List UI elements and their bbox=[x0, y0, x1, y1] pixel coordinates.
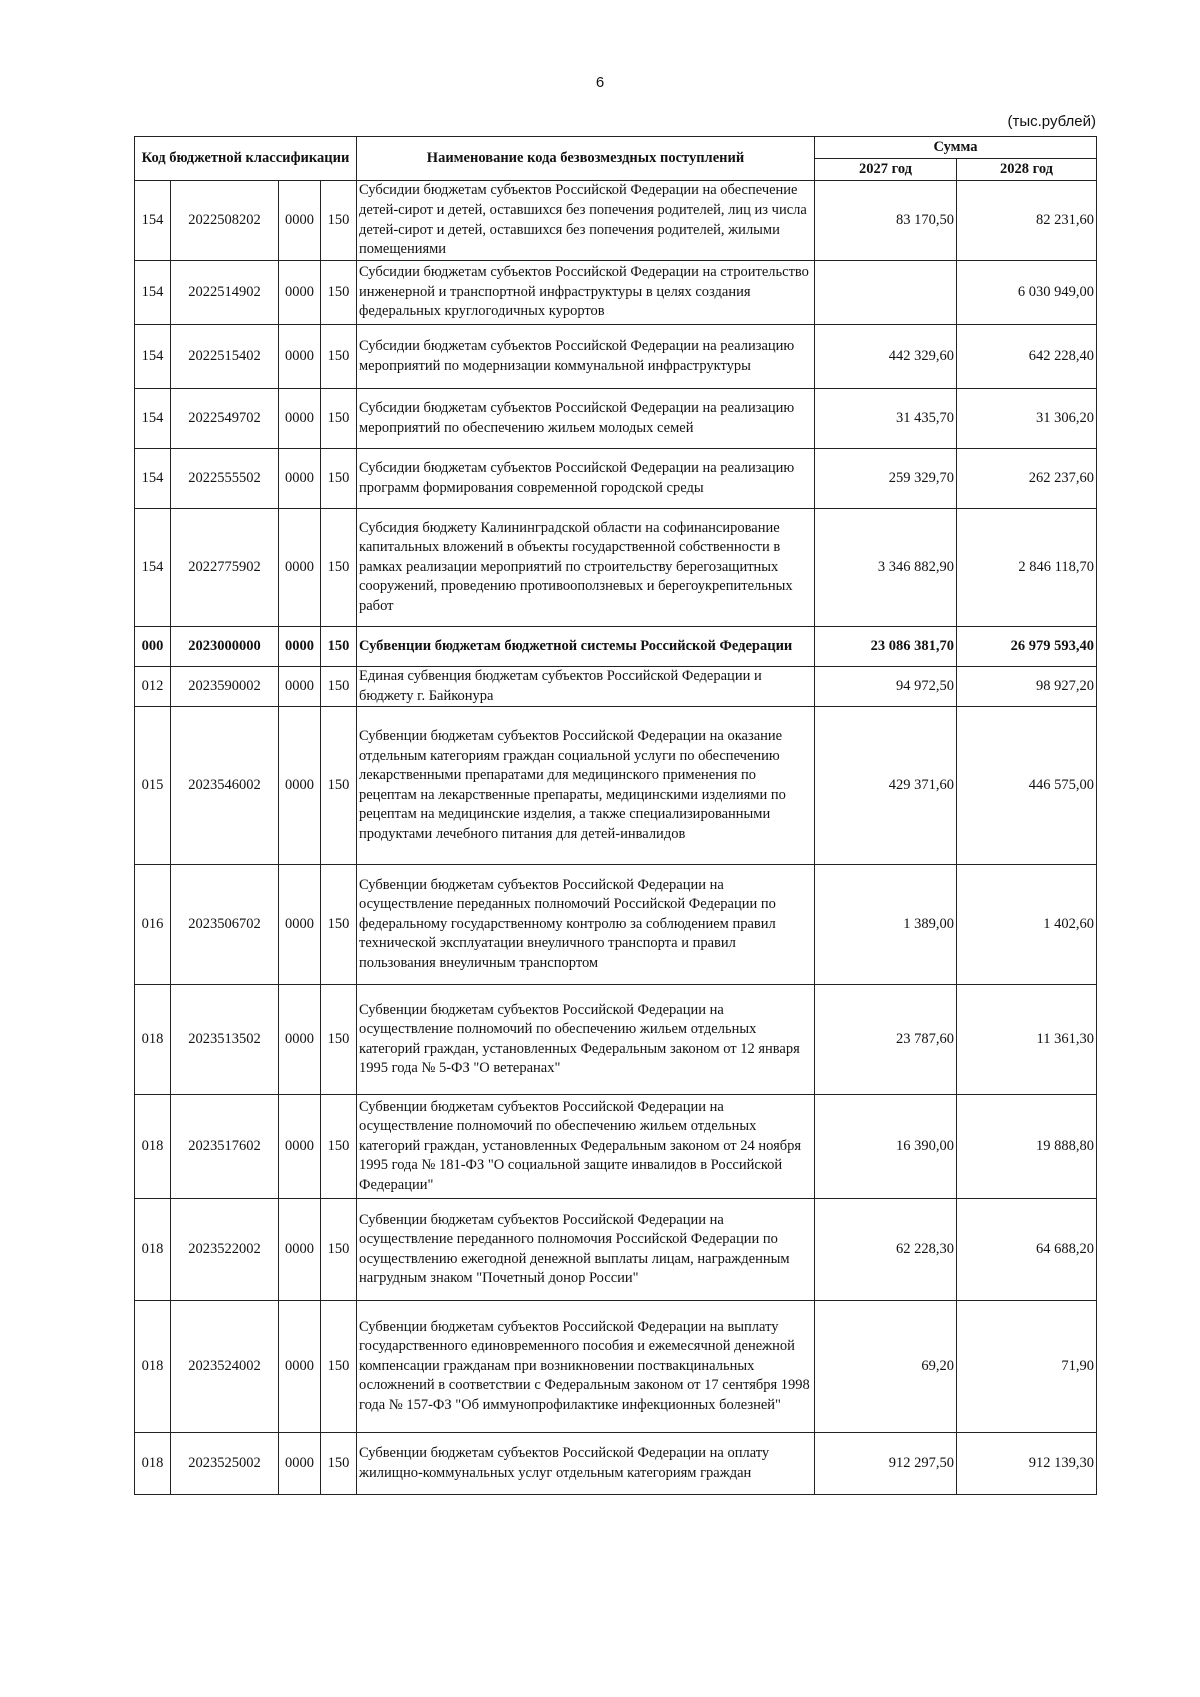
admin-code: 018 bbox=[135, 1095, 171, 1199]
amount-2027: 1 389,00 bbox=[815, 865, 957, 985]
program-code: 0000 bbox=[279, 865, 321, 985]
amount-2027: 83 170,50 bbox=[815, 181, 957, 261]
amount-2028: 71,90 bbox=[957, 1301, 1097, 1433]
revenue-name: Субвенции бюджетам бюджетной системы Российской Федерации bbox=[357, 627, 815, 667]
amount-2028: 642 228,40 bbox=[957, 325, 1097, 389]
budget-code: 2023000000 bbox=[171, 627, 279, 667]
revenue-name: Единая субвенция бюджетам субъектов Российской Федерации и бюджету г. Байконура bbox=[357, 667, 815, 707]
amount-2027: 23 787,60 bbox=[815, 985, 957, 1095]
amount-2028: 98 927,20 bbox=[957, 667, 1097, 707]
table-row bbox=[135, 1095, 1097, 1199]
program-code: 0000 bbox=[279, 985, 321, 1095]
amount-2028: 64 688,20 bbox=[957, 1199, 1097, 1301]
revenue-name: Субвенции бюджетам субъектов Российской Федерации на оплату жилищно-коммунальных услуг отдельным категориям граждан bbox=[357, 1433, 815, 1495]
amount-2028: 19 888,80 bbox=[957, 1095, 1097, 1199]
revenue-name: Субвенции бюджетам субъектов Российской Федерации на осуществление переданного полномочия Российской Федерации по осуществлению ежегодной денежной выплаты лицам, награжденным нагрудным знаком "Почетный донор России" bbox=[357, 1199, 815, 1301]
economic-code: 150 bbox=[321, 627, 357, 667]
revenue-name: Субсидии бюджетам субъектов Российской Федерации на реализацию мероприятий по модернизации коммунальной инфраструктуры bbox=[357, 325, 815, 389]
admin-code: 016 bbox=[135, 865, 171, 985]
economic-code: 150 bbox=[321, 325, 357, 389]
revenue-name: Субвенции бюджетам субъектов Российской Федерации на осуществление переданных полномочий Российской Федерации по федеральному государственному контролю за соблюдением правил технической эксплуатации внеуличного транспорта и правил пользования внеуличным транспортом bbox=[357, 865, 815, 985]
amount-2027: 16 390,00 bbox=[815, 1095, 957, 1199]
economic-code: 150 bbox=[321, 667, 357, 707]
program-code: 0000 bbox=[279, 707, 321, 865]
program-code: 0000 bbox=[279, 509, 321, 627]
table-row bbox=[135, 509, 1097, 627]
admin-code: 018 bbox=[135, 1199, 171, 1301]
budget-code: 2022508202 bbox=[171, 181, 279, 261]
revenue-name: Субвенции бюджетам субъектов Российской Федерации на выплату государственного единовременного пособия и ежемесячной денежной компенсации гражданам при возникновении поствакцинальных осложнений в соответствии с Федеральным законом от 17 сентября 1998 года № 157-ФЗ "Об иммунопрофилактике инфекционных болезней" bbox=[357, 1301, 815, 1433]
amount-2027: 69,20 bbox=[815, 1301, 957, 1433]
amount-2027 bbox=[815, 261, 957, 325]
admin-code: 018 bbox=[135, 1301, 171, 1433]
revenue-name: Субсидии бюджетам субъектов Российской Федерации на обеспечение детей-сирот и детей, оставшихся без попечения родителей, лиц из числа детей-сирот и детей, оставшихся без попечения родителей, жилыми помещениями bbox=[357, 181, 815, 261]
program-code: 0000 bbox=[279, 1433, 321, 1495]
amount-2028: 82 231,60 bbox=[957, 181, 1097, 261]
revenue-name: Субсидии бюджетам субъектов Российской Федерации на реализацию программ формирования современной городской среды bbox=[357, 449, 815, 509]
amount-2028: 31 306,20 bbox=[957, 389, 1097, 449]
revenue-name: Субвенции бюджетам субъектов Российской Федерации на осуществление полномочий по обеспечению жильем отдельных категорий граждан, установленных Федеральным законом от 12 января 1995 года № 5-ФЗ "О ветеранах" bbox=[357, 985, 815, 1095]
amount-2027: 429 371,60 bbox=[815, 707, 957, 865]
budget-code: 2023522002 bbox=[171, 1199, 279, 1301]
economic-code: 150 bbox=[321, 985, 357, 1095]
amount-2028: 262 237,60 bbox=[957, 449, 1097, 509]
budget-code: 2022549702 bbox=[171, 389, 279, 449]
table-row bbox=[135, 389, 1097, 449]
amount-2028: 11 361,30 bbox=[957, 985, 1097, 1095]
budget-code: 2023513502 bbox=[171, 985, 279, 1095]
amount-2027: 23 086 381,70 bbox=[815, 627, 957, 667]
revenue-name: Субвенции бюджетам субъектов Российской Федерации на осуществление полномочий по обеспечению жильем отдельных категорий граждан, установленных Федеральным законом от 24 ноября 1995 года № 181-ФЗ "О социальной защите инвалидов в Российской Федерации" bbox=[357, 1095, 815, 1199]
amount-2027: 259 329,70 bbox=[815, 449, 957, 509]
program-code: 0000 bbox=[279, 1301, 321, 1433]
table-row bbox=[135, 985, 1097, 1095]
economic-code: 150 bbox=[321, 389, 357, 449]
program-code: 0000 bbox=[279, 627, 321, 667]
budget-code: 2023517602 bbox=[171, 1095, 279, 1199]
header-year-2028: 2028 год bbox=[957, 159, 1097, 181]
table-row bbox=[135, 1433, 1097, 1495]
table-row bbox=[135, 667, 1097, 707]
admin-code: 154 bbox=[135, 181, 171, 261]
admin-code: 018 bbox=[135, 985, 171, 1095]
table-row bbox=[135, 707, 1097, 865]
table-row bbox=[135, 325, 1097, 389]
program-code: 0000 bbox=[279, 667, 321, 707]
table-row-total bbox=[135, 627, 1097, 667]
budget-code: 2022515402 bbox=[171, 325, 279, 389]
economic-code: 150 bbox=[321, 261, 357, 325]
admin-code: 012 bbox=[135, 667, 171, 707]
economic-code: 150 bbox=[321, 509, 357, 627]
budget-code: 2023546002 bbox=[171, 707, 279, 865]
admin-code: 154 bbox=[135, 509, 171, 627]
amount-2028: 26 979 593,40 bbox=[957, 627, 1097, 667]
amount-2027: 3 346 882,90 bbox=[815, 509, 957, 627]
budget-code: 2022775902 bbox=[171, 509, 279, 627]
admin-code: 018 bbox=[135, 1433, 171, 1495]
admin-code: 154 bbox=[135, 389, 171, 449]
economic-code: 150 bbox=[321, 707, 357, 865]
budget-code: 2022555502 bbox=[171, 449, 279, 509]
economic-code: 150 bbox=[321, 449, 357, 509]
admin-code: 015 bbox=[135, 707, 171, 865]
budget-code: 2023590002 bbox=[171, 667, 279, 707]
revenue-name: Субсидии бюджетам субъектов Российской Федерации на реализацию мероприятий по обеспечению жильем молодых семей bbox=[357, 389, 815, 449]
revenue-name: Субсидии бюджетам субъектов Российской Федерации на строительство инженерной и транспортной инфраструктуры в целях создания федеральных круглогодичных курортов bbox=[357, 261, 815, 325]
table-row bbox=[135, 1199, 1097, 1301]
economic-code: 150 bbox=[321, 181, 357, 261]
program-code: 0000 bbox=[279, 389, 321, 449]
amount-2027: 442 329,60 bbox=[815, 325, 957, 389]
economic-code: 150 bbox=[321, 1199, 357, 1301]
budget-code: 2023524002 bbox=[171, 1301, 279, 1433]
economic-code: 150 bbox=[321, 865, 357, 985]
program-code: 0000 bbox=[279, 181, 321, 261]
budget-code: 2022514902 bbox=[171, 261, 279, 325]
admin-code: 154 bbox=[135, 261, 171, 325]
table-row bbox=[135, 261, 1097, 325]
admin-code: 154 bbox=[135, 325, 171, 389]
amount-2027: 31 435,70 bbox=[815, 389, 957, 449]
amount-2028: 446 575,00 bbox=[957, 707, 1097, 865]
header-name: Наименование кода безвозмездных поступлений bbox=[357, 137, 815, 181]
economic-code: 150 bbox=[321, 1095, 357, 1199]
amount-2028: 1 402,60 bbox=[957, 865, 1097, 985]
table-row bbox=[135, 449, 1097, 509]
header-code-group: Код бюджетной классификации bbox=[135, 137, 357, 181]
budget-code: 2023525002 bbox=[171, 1433, 279, 1495]
amount-2028: 912 139,30 bbox=[957, 1433, 1097, 1495]
budget-code: 2023506702 bbox=[171, 865, 279, 985]
table-row bbox=[135, 181, 1097, 261]
page-number: 6 bbox=[595, 74, 605, 91]
header-sum: Сумма bbox=[815, 137, 1097, 159]
amount-2028: 2 846 118,70 bbox=[957, 509, 1097, 627]
admin-code: 154 bbox=[135, 449, 171, 509]
header-year-2027: 2027 год bbox=[815, 159, 957, 181]
program-code: 0000 bbox=[279, 449, 321, 509]
revenue-name: Субсидия бюджету Калининградской области на софинансирование капитальных вложений в объекты государственной собственности в рамках реализации мероприятий по строительству берегозащитных сооружений, проведению противооползневых и берегоукрепительных работ bbox=[357, 509, 815, 627]
program-code: 0000 bbox=[279, 261, 321, 325]
amount-2028: 6 030 949,00 bbox=[957, 261, 1097, 325]
economic-code: 150 bbox=[321, 1433, 357, 1495]
table-row bbox=[135, 865, 1097, 985]
program-code: 0000 bbox=[279, 1199, 321, 1301]
program-code: 0000 bbox=[279, 1095, 321, 1199]
amount-2027: 62 228,30 bbox=[815, 1199, 957, 1301]
amount-2027: 912 297,50 bbox=[815, 1433, 957, 1495]
table-row bbox=[135, 1301, 1097, 1433]
amount-2027: 94 972,50 bbox=[815, 667, 957, 707]
budget-table bbox=[134, 136, 1097, 1495]
revenue-name: Субвенции бюджетам субъектов Российской Федерации на оказание отдельным категориям граждан социальной услуги по обеспечению лекарственными препаратами для медицинского применения по рецептам на лекарственные препараты, медицинскими изделиями по рецептам на медицинские изделия, а также специализированными продуктами лечебного питания для детей-инвалидов bbox=[357, 707, 815, 865]
program-code: 0000 bbox=[279, 325, 321, 389]
units-label: (тыс.рублей) bbox=[1007, 113, 1096, 130]
economic-code: 150 bbox=[321, 1301, 357, 1433]
admin-code: 000 bbox=[135, 627, 171, 667]
